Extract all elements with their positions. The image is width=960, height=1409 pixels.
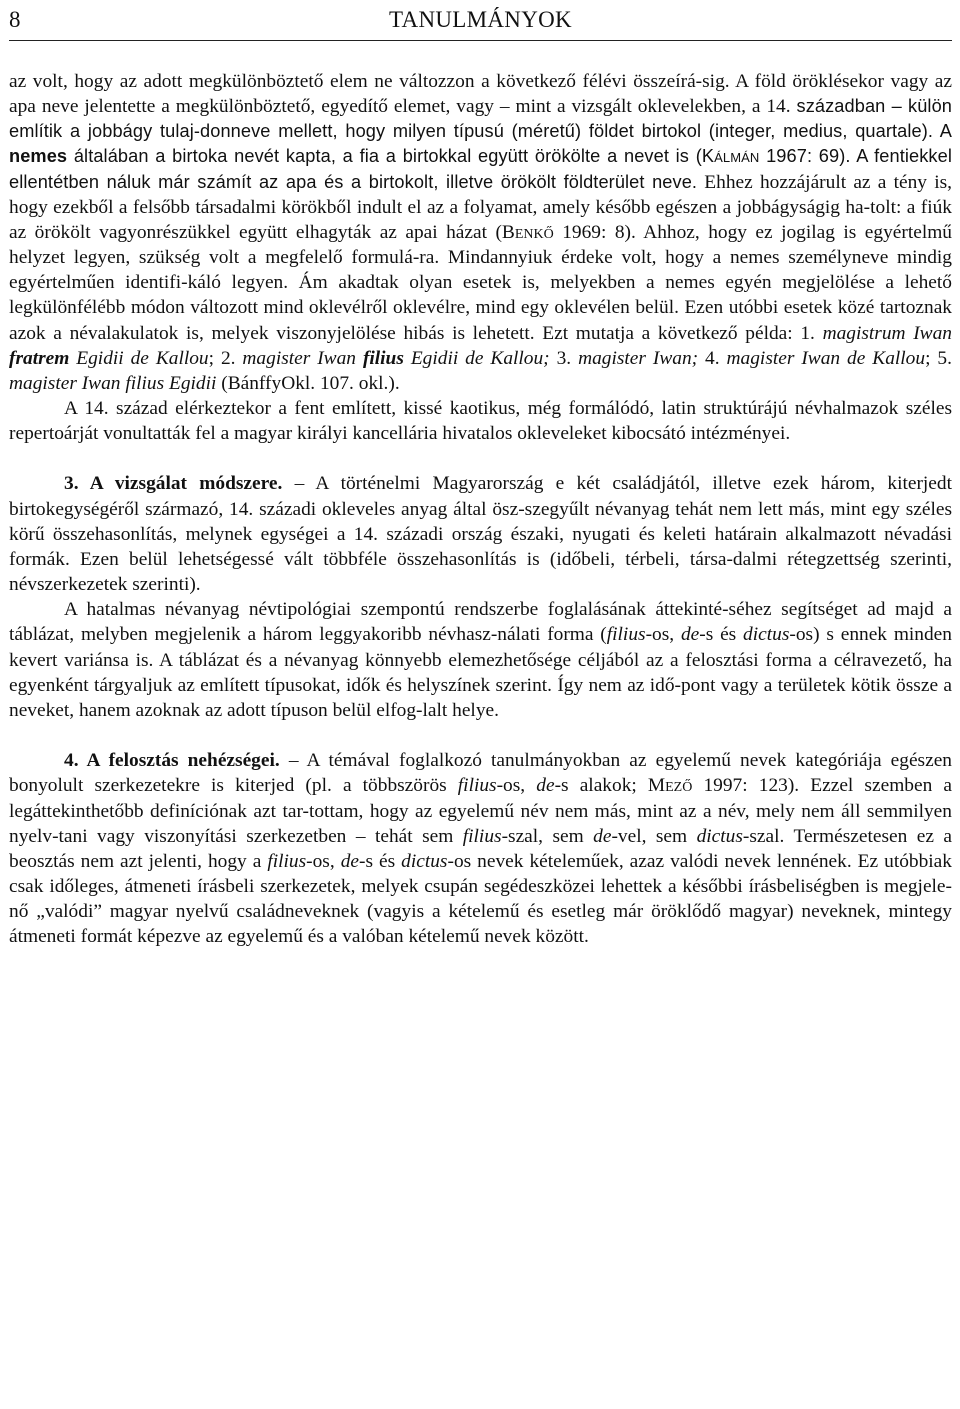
example-4: magister Iwan de Kallou bbox=[726, 347, 926, 369]
example-1: magistrum Iwan bbox=[822, 322, 953, 344]
section-gap bbox=[9, 446, 952, 471]
section-3: 3. A vizsgálat módszere. – A történelmi Magyarország e két családjától, illetve ezek három, kiterjedt birtokegységéről származó, 14. századi okleveles anyag által ösz-szegyűlt névanyag tehát nem lett más, mint egy széles körű összehasonlítás, melynek egységei a 14. századi ország északi, nyugati és keleti határain alkalmazott névadási formák. Ezen belül lehetségessé vált többféle összehasonlítás is (időbeli, térbeli, társa-dalmi rétegzettség szerinti, névszerkezetek szerinti). bbox=[9, 473, 952, 596]
author-citation: Mező bbox=[647, 775, 693, 797]
author-citation: Benkő bbox=[501, 221, 554, 243]
example-3: magister Iwan; bbox=[578, 347, 699, 369]
example-1-keyword: fratrem bbox=[9, 347, 70, 369]
paragraph-2: A 14. század elérkeztekor a fent említett, kissé kaotikus, még formálódó, latin struktúrájú névhalmazok széles repertoárját vonultatták fel a magyar királyi kancellária hivatalos okleveleket kibocsátó intézményei. bbox=[9, 398, 952, 445]
body-text bbox=[9, 69, 952, 949]
sans-passage: században – külön említik a jobbágy tulaj-donneve mellett, hogy milyen típusú (méretű) földet birtokol (integer, medius, quartale). A nemes általában a birtoka nevét kapta, a fia a birtokkal együtt örökölte a nevet is (Kálmán 1967: 69). A fentiekkel ellentétben náluk már számít az apa és a birtokolt, illetve örökölt földterület neve. bbox=[9, 96, 952, 192]
example-2: magister Iwan bbox=[242, 347, 363, 369]
section-gap bbox=[9, 723, 952, 748]
page-header bbox=[9, 0, 952, 41]
section-4-heading: 4. A felosztás nehézségei. bbox=[64, 750, 280, 772]
paragraph-1: az volt, hogy az adott megkülönböztető elem ne változzon a következő félévi összeírá-sig. A föld öröklésekor vagy az apa neve jelentette a megkülönböztető, egyedítő elemet, vagy – mint a vizsgált oklevelekben, a 14. században – külön említik a jobbágy tulaj-donneve mellett, hogy milyen típusú (méretű) földet birtokol (integer, medius, quartale). A nemes általában a birtoka nevét kapta, a fia a birtokkal együtt örökölte a nevet is (Kálmán 1967: 69). A fentiekkel ellentétben náluk már számít az apa és a birtokolt, illetve örökölt földterület neve. Ehhez hozzájárult az a tény is, hogy ezekből a felsőbb társadalmi körökből indult el az a folyamat, amely később egészen a jobbágyságig ha-tolt: a fiúk az örökölt vagyonrészükkel együtt elhagyták az apai házat (Benkő 1969: 8). Ahhoz, hogy ez jogilag is egyértelmű helyzet legyen, szükség volt a megfelelő formulá-ra. Mindannyiuk érdeke volt, hogy a nemes személyneve mindig egyértelműen identifi-káló legyen. Ám akadtak olyan esetek is, melyekben a nemes egyén megjelölése a lehető legkülönfélébb módon változott mind oklevélről oklevélre, mind egy oklevélen belül. Ezen utóbbi esetek közé tartoznak azok a névalakulatok is, melyek viszonyjelölése hibás is lehetett. Ezt mutatja a következő példa: 1. magistrum Iwan fratrem Egidii de Kallou; 2. magister Iwan filius Egidii de Kallou; 3. magister Iwan; 4. magister Iwan de Kallou; 5. magister Iwan filius Egidii (BánffyOkl. 107. okl.). bbox=[9, 71, 953, 394]
running-head: TANULMÁNYOK bbox=[389, 7, 572, 32]
page-number: 8 bbox=[9, 7, 21, 32]
paragraph-4: A hatalmas névanyag névtipológiai szempontú rendszerbe foglalásának áttekinté-séhez segítséget ad majd a táblázat, melyben megjelenik a három leggyakoribb névhasz-nálati forma (filius-os, de-s és dictus-os) s ennek minden kevert variánsa is. A táblázat és a névanyag könnyebb elemezhetősége céljából az a felosztási forma a célravezető, ha egyenként tárgyaljuk az említett típusokat, idők és helyszínek szerint. Így nem az idő-pont vagy a területek kötik össze a neveket, hanem azoknak az adott típuson belül elfog-lalt helye. bbox=[9, 599, 952, 721]
example-5: magister Iwan filius Egidii bbox=[9, 372, 217, 394]
term-nemes: nemes bbox=[9, 146, 68, 167]
example-2-keyword: filius bbox=[362, 347, 404, 369]
section-3-heading: 3. A vizsgálat módszere. bbox=[64, 473, 283, 495]
author-citation: Kálmán bbox=[701, 146, 760, 167]
section-4: 4. A felosztás nehézségei. – A témával foglalkozó tanulmányokban az egyelemű nevek kategóriája egészen bonyolult szerkezetekre is kiterjed (pl. a többszörös filius-os, de-s alakok; Mező 1997: 123). Ezzel szemben a legáttekinthetőbb definíciónak azt tar-tottam, hogy az egyelemű név nem más, mint az a név, mely nem áll semmilyen nyelv-tani vagy viszonyítási szerkezetben – tehát sem filius-szal, sem de-vel, sem dictus-szal. Természetesen ez a beosztás nem azt jelenti, hogy a filius-os, de-s és dictus-os nevek kételeműek, azaz valódi nevek lennének. Ez utóbbiak csak időleges, átmeneti írásbeli szerkezetek, melyek csupán segédeszközei lehettek a későbbi írásbeliségben is megjele-nő „valódi” magyar nyelvű családneveknek (vagyis a kételemű és esetleg már öröklődő magyar) neveknek, mintegy átmeneti formát képezve az egyelemű és a valóban kételemű nevek között. bbox=[9, 750, 953, 948]
